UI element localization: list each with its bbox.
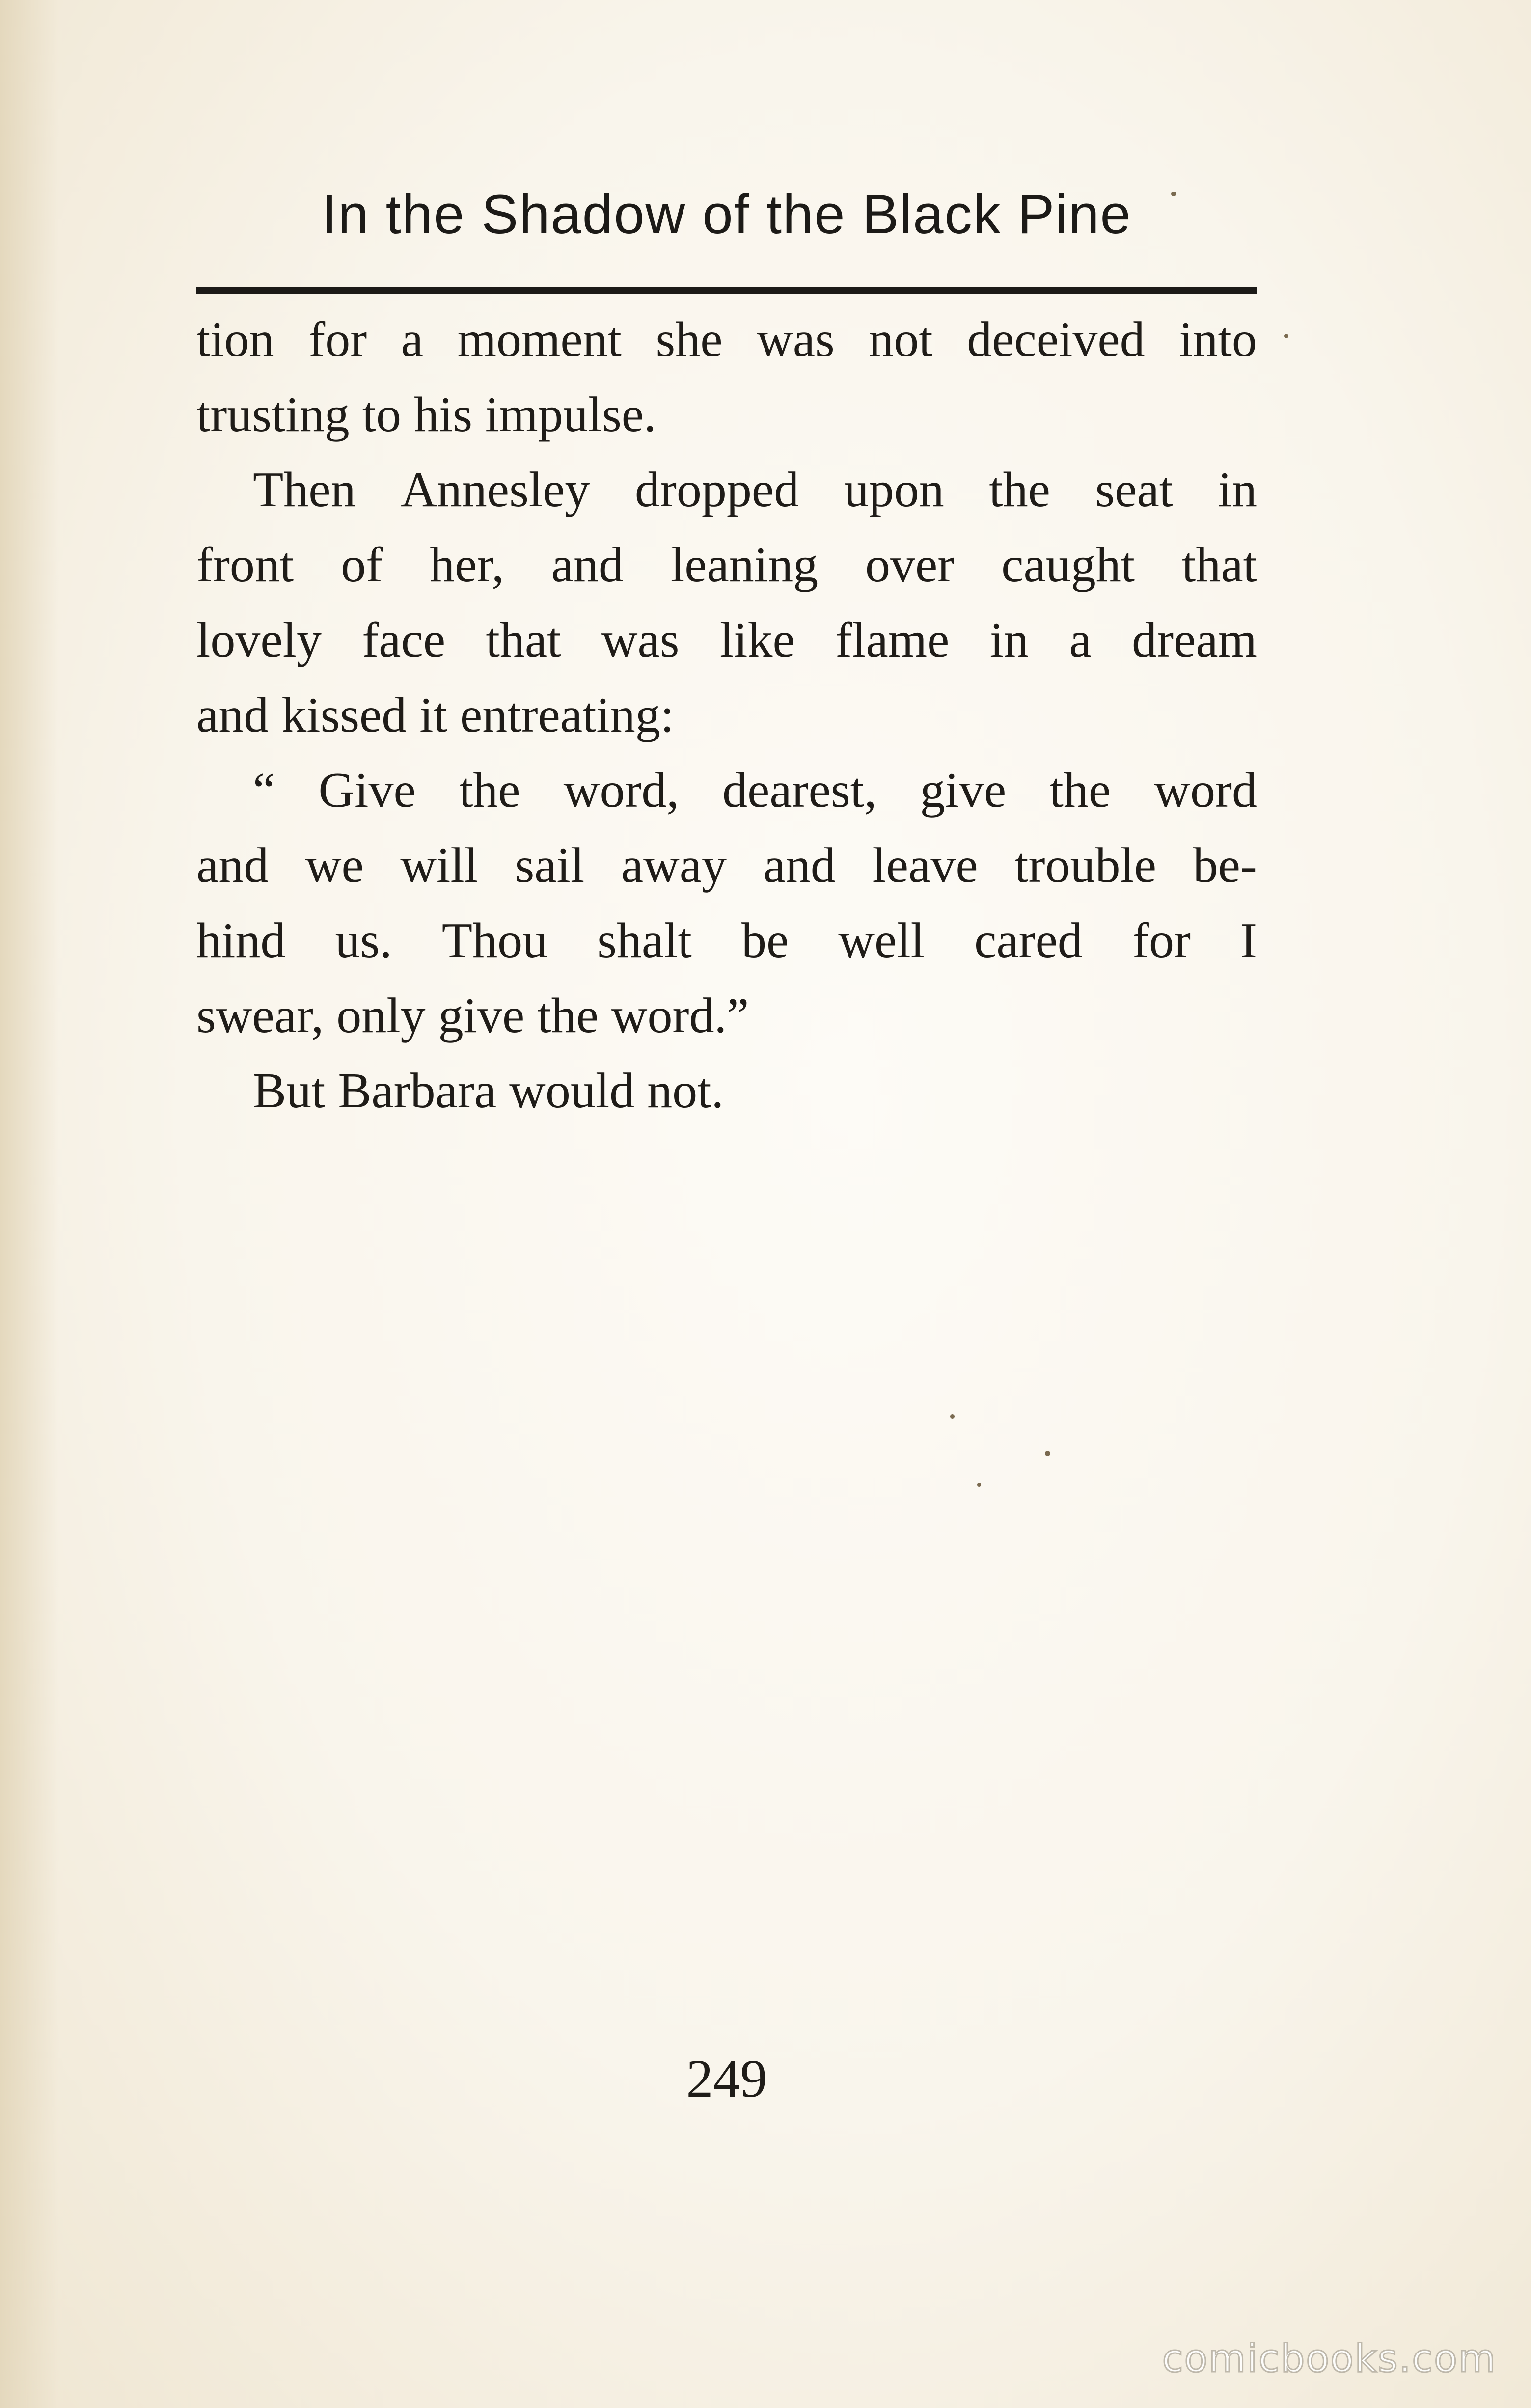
word: and [551,537,624,593]
word: dearest, [722,763,877,818]
word: be- [1193,838,1257,893]
word: swear, [196,988,324,1043]
word: not [869,312,933,367]
word: the [989,462,1050,518]
text-line [196,978,1257,1053]
text-line [196,828,1257,903]
word: over [865,537,955,593]
word: Thou [441,913,548,968]
word: for [1132,913,1191,968]
word: she [656,312,723,367]
word: we [305,838,364,893]
word: for [308,312,367,367]
word: a [401,312,424,367]
word: Annesley [401,462,590,518]
word: it [419,687,447,743]
word: into [1179,312,1257,367]
word: entreating: [460,687,675,743]
paper-speck [1284,334,1288,338]
watermark: comicbooks.com [1162,2337,1497,2381]
word: trusting [196,387,350,442]
word: shalt [597,913,692,968]
text-line [196,377,1257,452]
word: the [537,988,599,1043]
word: cared [974,913,1083,968]
word: and [196,687,269,743]
word: to [362,387,402,442]
paper-speck [1045,1451,1050,1456]
word: word, [563,763,679,818]
word: in [1218,462,1257,518]
word: give [438,988,525,1043]
word: leaning [670,537,819,593]
word: away [621,838,727,893]
paper-speck [1171,192,1176,196]
word: will [400,838,479,893]
paper-speck [950,1414,955,1419]
word: I [1240,913,1257,968]
word: moment [457,312,622,367]
word: upon [844,462,944,518]
word: kissed [281,687,407,743]
word: dream [1132,612,1257,668]
word: But [253,1063,326,1119]
word: like [719,612,795,668]
word: face [362,612,446,668]
word: would [509,1063,635,1119]
body-text [196,302,1257,1128]
word: was [601,612,680,668]
word: well [838,913,925,968]
word: caught [1001,537,1135,593]
word: leave [872,838,978,893]
page-number: 249 [686,2049,767,2108]
word: us. [335,913,392,968]
word: not. [647,1063,724,1119]
word: Then [253,462,356,518]
word: deceived [967,312,1145,367]
text-line [196,602,1257,678]
text-line [196,302,1257,377]
word: trouble [1014,838,1157,893]
word: Barbara [338,1063,497,1119]
word: word [1154,763,1257,818]
text-line [196,452,1257,527]
word: in [989,612,1029,668]
word: be [741,913,789,968]
word: a [1069,612,1092,668]
word: and [763,838,836,893]
text-line [196,753,1257,828]
word: of [341,537,383,593]
word: only [336,988,426,1043]
word: impulse. [485,387,656,442]
text-line [196,678,1257,753]
word: the [1049,763,1111,818]
word: word.” [611,988,749,1043]
word: was [757,312,835,367]
word: hind [196,913,286,968]
header-rule [196,287,1257,294]
word: and [196,838,269,893]
running-head: In the Shadow of the Black Pine [322,184,1132,245]
paper-speck [977,1483,981,1487]
text-line [196,1053,1257,1128]
word: lovely [196,612,322,668]
word: “ [253,763,275,818]
word: that [486,612,561,668]
word: tion [196,312,274,367]
text-line [196,903,1257,978]
word: his [414,387,473,442]
text-line [196,527,1257,602]
word: dropped [634,462,799,518]
word: sail [515,838,585,893]
word: Give [318,763,416,818]
word: that [1182,537,1257,593]
word: seat [1095,462,1174,518]
word: front [196,537,294,593]
word: flame [835,612,950,668]
word: her, [430,537,504,593]
word: give [920,763,1007,818]
word: the [459,763,520,818]
